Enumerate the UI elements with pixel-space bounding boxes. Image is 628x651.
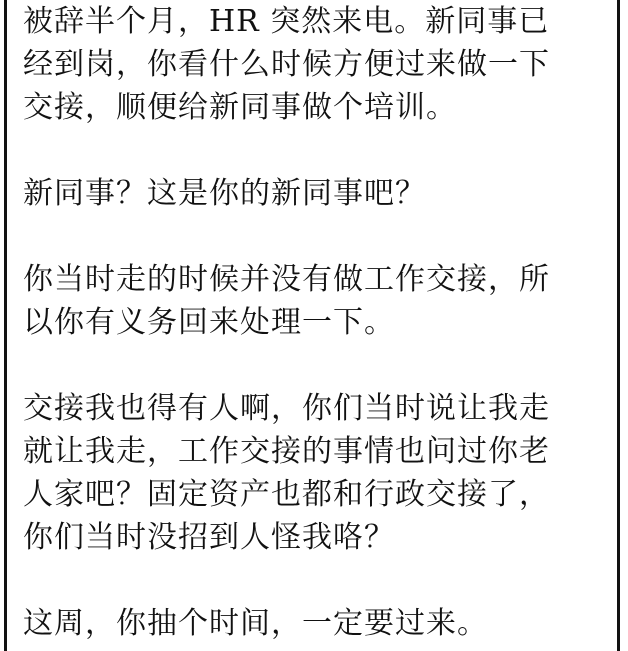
paragraph-gap [23, 559, 613, 602]
text-line: 你当时走的时候并没有做工作交接，所 [23, 262, 550, 297]
text-line: 人家吧？固定资产也都和行政交接了， [23, 477, 550, 512]
paragraph-3 [23, 258, 613, 344]
text-line: 以你有义务回来处理一下。 [23, 305, 395, 340]
text-line: 交接，顺便给新同事做个培训。 [23, 90, 457, 125]
text-line: 经到岗，你看什么时候方便过来做一下 [23, 47, 550, 82]
text-line: 你们当时没招到人怪我咯？ [23, 520, 395, 555]
dialogue-text [23, 0, 613, 645]
text-line: 交接我也得有人啊，你们当时说让我走 [23, 391, 550, 426]
paragraph-4 [23, 387, 613, 559]
paragraph-gap [23, 129, 613, 172]
text-line: 新同事？这是你的新同事吧？ [23, 176, 426, 211]
paragraph-1 [23, 0, 613, 129]
paragraph-gap [23, 344, 613, 387]
text-line: 这周，你抽个时间，一定要过来。 [23, 606, 488, 641]
paragraph-gap [23, 215, 613, 258]
text-line: 就让我走，工作交接的事情也问过你老 [23, 434, 550, 469]
paragraph-2 [23, 172, 613, 215]
paragraph-5 [23, 602, 613, 645]
text-panel [4, 0, 620, 651]
text-line: 被辞半个月，HR 突然来电。新同事已 [23, 4, 550, 39]
